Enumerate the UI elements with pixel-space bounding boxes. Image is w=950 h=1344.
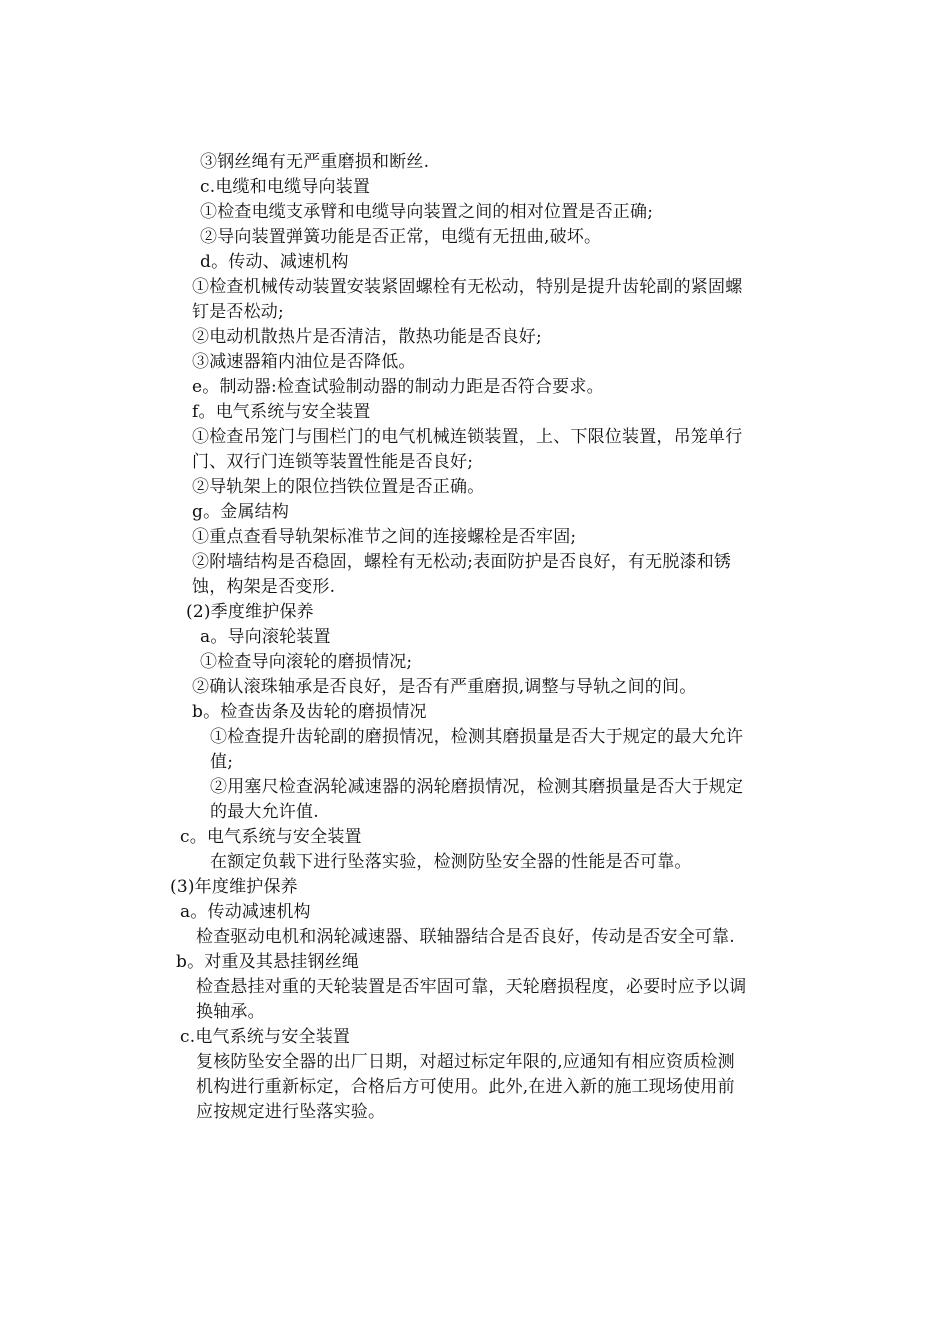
section-heading: c。电气系统与安全装置	[180, 827, 362, 847]
text-line: ②导向装置弹簧功能是否正常，电缆有无扭曲,破坏。	[200, 227, 602, 247]
section-heading: b。对重及其悬挂钢丝绳	[176, 952, 360, 972]
text-line: 换轴承。	[196, 1002, 265, 1022]
text-line: 检查驱动电机和涡轮减速器、联轴器结合是否良好，传动是否安全可靠.	[196, 927, 735, 947]
section-heading: (3)年度维护保养	[170, 877, 298, 897]
text-line: ②用塞尺检查涡轮减速器的涡轮磨损情况，检测其磨损量是否大于规定	[210, 777, 744, 797]
text-line: ③钢丝绳有无严重磨损和断丝.	[200, 152, 430, 172]
text-line: ②确认滚珠轴承是否良好，是否有严重磨损,调整与导轨之间的间。	[192, 677, 697, 697]
text-line: ②电动机散热片是否清洁，散热功能是否良好;	[192, 327, 542, 347]
text-line: 在额定负载下进行坠落实验，检测防坠安全器的性能是否可靠。	[210, 852, 692, 872]
text-line: 值;	[210, 752, 234, 772]
section-heading: e。制动器:检查试验制动器的制动力距是否符合要求。	[192, 377, 604, 397]
section-heading: g。金属结构	[192, 502, 290, 522]
section-heading: f。电气系统与安全装置	[192, 402, 371, 422]
section-heading: (2)季度维护保养	[186, 602, 314, 622]
text-line: ①检查机械传动装置安装紧固螺栓有无松动，特别是提升齿轮副的紧固螺	[192, 277, 743, 297]
text-line: ①检查电缆支承臂和电缆导向装置之间的相对位置是否正确;	[200, 202, 654, 222]
text-line: ③减速器箱内油位是否降低。	[192, 352, 416, 372]
text-line: 门、双行门连锁等装置性能是否良好;	[192, 452, 474, 472]
text-line: 应按规定进行坠落实验。	[196, 1102, 386, 1122]
section-heading: a。导向滚轮装置	[200, 627, 331, 647]
text-line: ①重点查看导轨架标准节之间的连接螺栓是否牢固;	[192, 527, 577, 547]
text-line: ①检查导向滚轮的磨损情况;	[200, 652, 413, 672]
text-line: ①检查吊笼门与围栏门的电气机械连锁装置，上、下限位装置，吊笼单行	[192, 427, 743, 447]
text-line: 钉是否松动;	[192, 302, 284, 322]
section-heading: c.电缆和电缆导向装置	[200, 177, 371, 197]
text-line: ②导轨架上的限位挡铁位置是否正确。	[192, 477, 485, 497]
section-heading: c.电气系统与安全装置	[180, 1027, 351, 1047]
text-line: 复核防坠安全器的出厂日期，对超过标定年限的,应通知有相应资质检测	[196, 1052, 735, 1072]
text-line: ①检查提升齿轮副的磨损情况，检测其磨损量是否大于规定的最大允许	[210, 727, 744, 747]
text-line: 机构进行重新标定，合格后方可使用。此外,在进入新的施工现场使用前	[196, 1077, 735, 1097]
section-heading: b。检查齿条及齿轮的磨损情况	[192, 702, 427, 722]
text-line: ②附墙结构是否稳固，螺栓有无松动;表面防护是否良好，有无脱漆和锈	[192, 552, 732, 572]
section-heading: a。传动减速机构	[180, 902, 311, 922]
text-line: 的最大允许值.	[210, 802, 319, 822]
text-line: 蚀，构架是否变形.	[192, 577, 336, 597]
section-heading: d。传动、减速机构	[200, 252, 349, 272]
text-line: 检查悬挂对重的天轮装置是否牢固可靠，天轮磨损程度，必要时应予以调	[196, 977, 747, 997]
